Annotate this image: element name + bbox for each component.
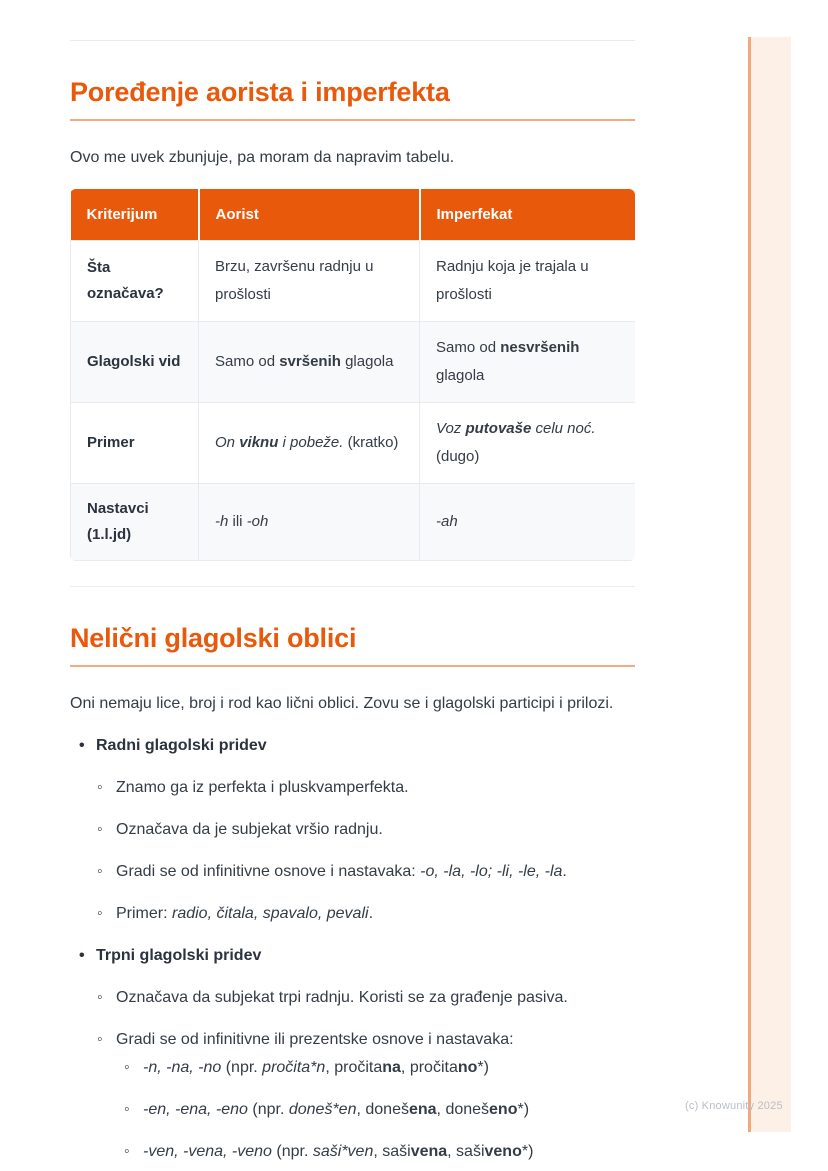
text-run: Samo od	[215, 353, 280, 370]
cell-imperfekat	[420, 241, 636, 322]
copyright-notice: (c) Knowunity 2025	[685, 1100, 783, 1112]
col-header-aorist: Aorist	[199, 189, 420, 241]
text-run: (kratko)	[343, 434, 399, 451]
text-run: radio, čitala, spavalo, pevali	[172, 905, 369, 922]
text-run: Označava da subjekat trpi radnju. Koristi se za građenje pasiva.	[116, 989, 568, 1006]
row-label-cell: Glagolski vid	[71, 322, 199, 403]
text-run: -h	[215, 513, 229, 530]
table-header-row	[71, 189, 636, 241]
right-accent-stripe	[748, 37, 791, 1132]
text-run: (npr.	[271, 1143, 313, 1160]
text-run: Gradi se od infinitivne ili prezentske osnove i nastavaka:	[116, 1031, 514, 1048]
table-row	[71, 322, 636, 403]
text-run: celu noć.	[531, 420, 596, 437]
text-run: doneš*en	[288, 1101, 357, 1118]
text-run: -oh	[246, 513, 269, 530]
text-run: , pročita	[400, 1059, 458, 1076]
text-run: svršenih	[279, 353, 341, 370]
text-run: viknu	[239, 434, 279, 451]
text-run: Gradi se od infinitivne osnove i nastavaka:	[116, 863, 421, 880]
nonfinite-intro-paragraph: Oni nemaju lice, broj i rod kao lični oblici. Zovu se i glagolski participi i prilozi.	[70, 695, 614, 712]
text-run: Brzu, završenu radnju u prošlosti	[215, 258, 374, 303]
cell-imperfekat	[420, 322, 636, 403]
text-run: (npr.	[247, 1101, 289, 1118]
text-run: nesvršenih	[500, 339, 580, 356]
text-run: *)	[477, 1059, 489, 1076]
text-run: , saši	[447, 1143, 485, 1160]
text-run: putovaše	[465, 420, 532, 437]
text-run: vena	[410, 1143, 448, 1160]
cell-aorist	[199, 484, 420, 561]
text-run: , pročita	[325, 1059, 383, 1076]
text-run: *)	[521, 1143, 534, 1160]
text-run: -ah	[436, 513, 458, 530]
table-row	[71, 484, 636, 561]
section-title-nonfinite: Nelični glagolski oblici	[70, 622, 635, 667]
cell-aorist	[199, 403, 420, 484]
sub-list-item	[70, 1056, 635, 1080]
row-label-cell: Šta označava?	[71, 241, 199, 322]
text-run: no	[457, 1059, 478, 1076]
nonfinite-list	[70, 734, 635, 1164]
table-row	[71, 241, 636, 322]
text-run: glagola	[436, 367, 485, 384]
content-column	[70, 0, 635, 1164]
top-divider	[70, 40, 635, 41]
text-run: Primer:	[116, 905, 172, 922]
comparison-intro-paragraph: Ovo me uvek zbunjuje, pa moram da napravim tabelu.	[70, 149, 455, 166]
text-run: Samo od	[436, 339, 501, 356]
cell-imperfekat	[420, 484, 636, 561]
text-run: Radnju koja je trajala u prošlosti	[436, 258, 589, 303]
section-title-comparison: Poređenje aorista i imperfekta	[70, 76, 635, 121]
col-header-kriterijum: Kriterijum	[71, 189, 199, 241]
list-item	[70, 902, 635, 926]
text-run: .	[368, 905, 374, 922]
text-run: Označava da je subjekat vršio radnju.	[116, 821, 383, 838]
col-header-imperfekat: Imperfekat	[420, 189, 636, 241]
text-run: saši*ven	[312, 1143, 374, 1160]
list-item	[70, 1028, 635, 1052]
row-label-cell: Nastavci (1.l.jd)	[71, 484, 199, 561]
list-group-heading: • Trpni glagolski pridev	[70, 944, 635, 968]
text-run: On	[215, 434, 240, 451]
sub-list-item	[70, 1098, 635, 1122]
text-run: ili	[228, 513, 247, 530]
text-run: , doneš	[356, 1101, 409, 1118]
text-run: i pobeže.	[278, 434, 344, 451]
text-run: ena	[408, 1101, 437, 1118]
cell-aorist	[199, 241, 420, 322]
cell-imperfekat	[420, 403, 636, 484]
text-run: na	[382, 1059, 401, 1076]
text-run: , doneš	[436, 1101, 490, 1118]
text-run: -ven, -vena, -veno	[143, 1143, 272, 1160]
text-run: -o, -la, -lo; -li, -le, -la	[420, 863, 563, 880]
text-run: .	[562, 863, 567, 880]
text-run: *)	[517, 1101, 530, 1118]
section-divider	[70, 586, 635, 587]
text-run: Voz	[436, 420, 466, 437]
list-item	[70, 860, 635, 884]
text-run: Znamo ga iz perfekta i pluskvamperfekta.	[116, 779, 409, 796]
sub-list-item	[70, 1140, 635, 1164]
text-run: veno	[484, 1143, 522, 1160]
comparison-table-body	[71, 241, 636, 561]
text-run: eno	[489, 1101, 518, 1118]
text-run: (dugo)	[436, 448, 480, 465]
text-run: -n, -na, -no	[143, 1059, 222, 1076]
text-run: glagola	[340, 353, 394, 370]
text-run: pročita*n	[262, 1059, 326, 1076]
list-item	[70, 986, 635, 1010]
list-group-heading: • Radni glagolski pridev	[70, 734, 635, 758]
row-label-cell: Primer	[71, 403, 199, 484]
text-run: (npr.	[221, 1059, 263, 1076]
list-item	[70, 818, 635, 842]
text-run: , saši	[373, 1143, 411, 1160]
comparison-table	[70, 189, 635, 561]
sub-list	[70, 1056, 635, 1164]
table-row	[71, 403, 636, 484]
cell-aorist	[199, 322, 420, 403]
list-item	[70, 776, 635, 800]
text-run: -en, -ena, -eno	[143, 1101, 248, 1118]
